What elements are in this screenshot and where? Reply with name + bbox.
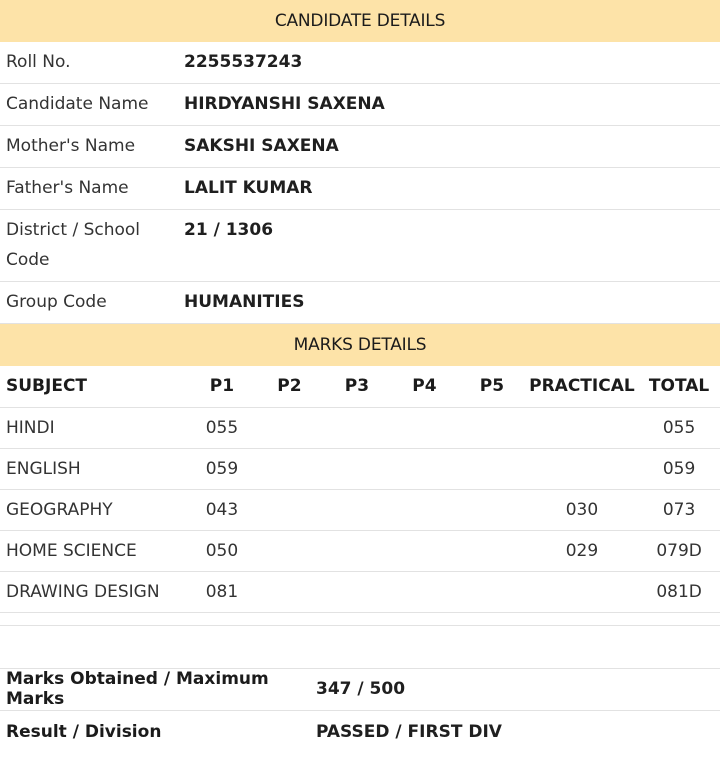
empty-row <box>0 626 720 669</box>
subject-cell: DRAWING DESIGN <box>0 571 188 612</box>
column-header-p5: P5 <box>458 366 526 407</box>
total-cell: 073 <box>638 489 720 530</box>
district-school-code-value: 21 / 1306 <box>184 220 274 240</box>
marks-table-header-row <box>0 366 720 407</box>
mother-name-value: SAKSHI SAXENA <box>184 136 339 156</box>
p2-cell <box>256 448 324 489</box>
practical-cell <box>526 571 639 612</box>
roll-no-value: 2255537243 <box>184 52 303 72</box>
group-code-row <box>0 282 720 324</box>
p2-cell <box>256 489 324 530</box>
marks-obtained-label: Marks Obtained / Maximum Marks <box>6 669 269 709</box>
marks-obtained-row <box>0 669 720 711</box>
p2-cell <box>256 407 324 448</box>
column-header-subject: SUBJECT <box>0 366 188 407</box>
practical-cell <box>526 407 639 448</box>
table-divider <box>0 613 720 626</box>
candidate-details-header: CANDIDATE DETAILS <box>0 0 720 42</box>
total-cell: 055 <box>638 407 720 448</box>
result-division-row <box>0 711 720 753</box>
total-cell: 059 <box>638 448 720 489</box>
group-code-label: Group Code <box>6 292 107 312</box>
subject-cell: HOME SCIENCE <box>0 530 188 571</box>
table-row <box>0 571 720 612</box>
total-cell: 081D <box>638 571 720 612</box>
marks-table <box>0 366 720 613</box>
column-header-practical: PRACTICAL <box>526 366 639 407</box>
district-school-code-row <box>0 210 720 282</box>
subject-cell: GEOGRAPHY <box>0 489 188 530</box>
column-header-p3: P3 <box>323 366 391 407</box>
candidate-name-value: HIRDYANSHI SAXENA <box>184 94 385 114</box>
total-cell: 079D <box>638 530 720 571</box>
p4-cell <box>391 530 459 571</box>
practical-cell <box>526 448 639 489</box>
candidate-name-label: Candidate Name <box>6 94 149 114</box>
p3-cell <box>323 530 391 571</box>
p5-cell <box>458 407 526 448</box>
marks-obtained-value: 347 / 500 <box>316 679 406 699</box>
column-header-total: TOTAL <box>638 366 720 407</box>
practical-cell: 029 <box>526 530 639 571</box>
p3-cell <box>323 571 391 612</box>
result-division-value: PASSED / FIRST DIV <box>316 721 502 742</box>
district-school-code-label: District / School Code <box>6 220 141 270</box>
candidate-name-row <box>0 84 720 126</box>
column-header-p1: P1 <box>188 366 256 407</box>
p3-cell <box>323 489 391 530</box>
table-row <box>0 407 720 448</box>
p3-cell <box>323 448 391 489</box>
p4-cell <box>391 448 459 489</box>
p4-cell <box>391 489 459 530</box>
roll-no-row <box>0 42 720 84</box>
marks-details-header: MARKS DETAILS <box>0 324 720 366</box>
p1-cell: 081 <box>188 571 256 612</box>
practical-cell: 030 <box>526 489 639 530</box>
group-code-value: HUMANITIES <box>184 292 305 312</box>
table-row <box>0 530 720 571</box>
table-row <box>0 489 720 530</box>
candidate-details-section <box>0 0 720 324</box>
p1-cell: 050 <box>188 530 256 571</box>
p2-cell <box>256 530 324 571</box>
p3-cell <box>323 407 391 448</box>
column-header-p2: P2 <box>256 366 324 407</box>
column-header-p4: P4 <box>391 366 459 407</box>
father-name-label: Father's Name <box>6 178 129 198</box>
p1-cell: 055 <box>188 407 256 448</box>
father-name-row <box>0 168 720 210</box>
p1-cell: 059 <box>188 448 256 489</box>
p4-cell <box>391 407 459 448</box>
marks-details-section <box>0 324 720 753</box>
p5-cell <box>458 530 526 571</box>
result-division-label: Result / Division <box>6 721 162 742</box>
roll-no-label: Roll No. <box>6 52 71 72</box>
p5-cell <box>458 571 526 612</box>
subject-cell: ENGLISH <box>0 448 188 489</box>
p5-cell <box>458 489 526 530</box>
p4-cell <box>391 571 459 612</box>
subject-cell: HINDI <box>0 407 188 448</box>
mother-name-row <box>0 126 720 168</box>
table-row <box>0 448 720 489</box>
mother-name-label: Mother's Name <box>6 136 136 156</box>
p2-cell <box>256 571 324 612</box>
p5-cell <box>458 448 526 489</box>
p1-cell: 043 <box>188 489 256 530</box>
father-name-value: LALIT KUMAR <box>184 178 313 198</box>
